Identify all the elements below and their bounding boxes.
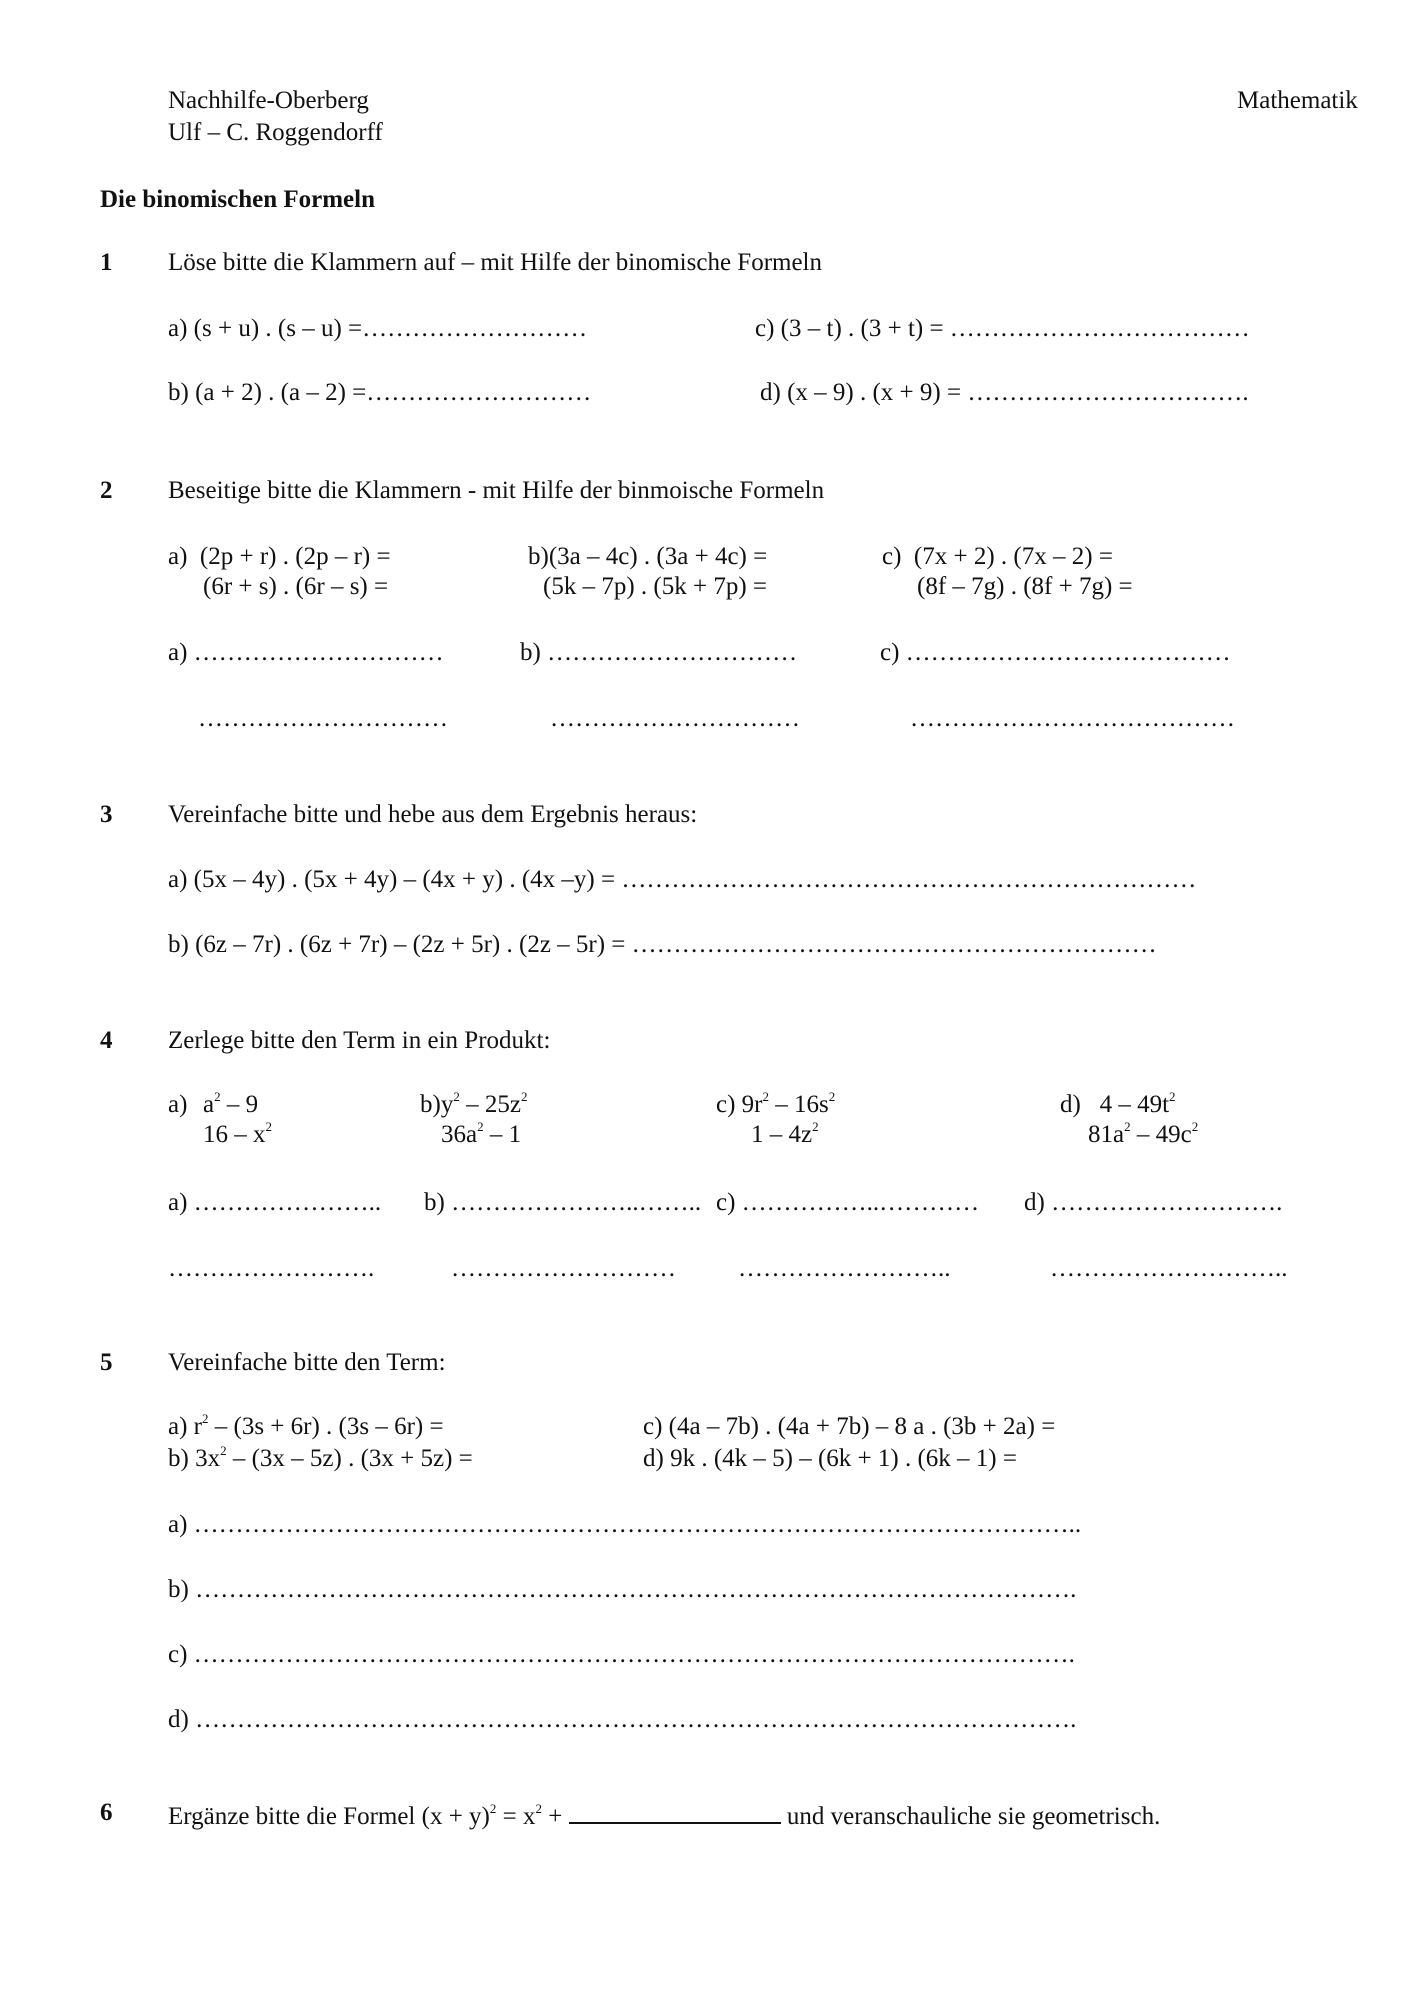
exercise-term: c) (7x + 2) . (7x – 2) = <box>882 543 1113 570</box>
task-instruction: Vereinfache bitte den Term: <box>168 1349 446 1376</box>
exercise-line: a) (s + u) . (s – u) =……………………… <box>168 315 588 342</box>
answer-line: ……………………… <box>451 1255 676 1282</box>
exercise-line: d) (x – 9) . (x + 9) = ……………………………. <box>760 379 1249 406</box>
answer-line: a) …………………………………………………………………………………………….. <box>168 1511 1082 1538</box>
term-c1: c) $9r^2 - 16s^2$ <box>716 1088 836 1118</box>
term-a1: $a^2 - 9$ <box>203 1088 259 1118</box>
header-subject: Mathematik <box>1237 87 1358 114</box>
answer-line: ………………………… <box>550 705 800 732</box>
term-b2: $36a^2 - 1$ <box>441 1118 522 1148</box>
answer-line: b) ………………………… <box>520 639 798 666</box>
task-instruction: Ergänze bitte die Formel $(x + y)^2 = x^2$ + und veranschauliche sie geometrisch. <box>168 1800 1161 1830</box>
task-number: 3 <box>100 801 113 828</box>
answer-line: …………………….. <box>738 1255 951 1282</box>
task-instruction: Zerlege bitte den Term in ein Produkt: <box>168 1027 551 1054</box>
exercise-line: a) (5x – 4y) . (5x + 4y) – (4x + y) . (4x –y) = …………………………………………………………… <box>168 866 1197 893</box>
answer-line: b) ……………………………………………………………………………………………. <box>168 1576 1077 1603</box>
exercise-term: a) (2p + r) . (2p – r) = <box>168 543 391 570</box>
term-a2: $16 - x^2$ <box>203 1118 272 1148</box>
term-c2: $1 - 4z^2$ <box>751 1118 819 1148</box>
exercise-line: b) (a + 2) . (a – 2) =……………………… <box>168 379 592 406</box>
task-instruction: Vereinfache bitte und hebe aus dem Ergebnis heraus: <box>168 801 698 828</box>
answer-line: d) ………………………. <box>1024 1189 1283 1216</box>
answer-line: c) ……………………………………………………………………………………………. <box>168 1641 1075 1668</box>
task-instruction: Beseitige bitte die Klammern - mit Hilfe der binmoische Formeln <box>168 477 825 504</box>
term-b1: $b)y^2 - 25z^2$ <box>420 1088 528 1118</box>
term-d2: $81a^2 - 49c^2$ <box>1088 1118 1199 1148</box>
answer-line: a) ………………………… <box>168 639 444 666</box>
task-number: 5 <box>100 1349 113 1376</box>
exercise-term: b)(3a – 4c) . (3a + 4c) = <box>528 543 768 570</box>
exercise-term: (5k – 7p) . (5k + 7p) = <box>543 573 767 600</box>
answer-line: ……………………….. <box>1050 1255 1288 1282</box>
answer-line: a) ………………….. <box>168 1189 382 1216</box>
answer-line: b) …………………..…….. <box>424 1189 702 1216</box>
answer-line: ………………………………… <box>910 705 1235 732</box>
answer-line: ………………………… <box>198 705 448 732</box>
task-number: 4 <box>100 1027 113 1054</box>
task-number: 1 <box>100 249 113 276</box>
fill-in-blank[interactable] <box>569 1800 781 1824</box>
term-a-label: a) <box>168 1091 188 1118</box>
exercise-line: c) (3 – t) . (3 + t) = ……………………………… <box>755 315 1250 342</box>
exercise-term: b) $3x^2 - (3x - 5z)$ . (3x + 5z) = <box>168 1442 473 1472</box>
exercise-term: c) (4a – 7b) . (4a + 7b) – 8 a . (3b + 2a) = <box>643 1413 1056 1440</box>
exercise-line: b) (6z – 7r) . (6z + 7r) – (2z + 5r) . (2z – 5r) = ……………………………………………………… <box>168 931 1157 958</box>
header-org: Nachhilfe-Oberberg <box>168 87 369 114</box>
task-instruction: Löse bitte die Klammern auf – mit Hilfe der binomische Formeln <box>168 249 823 276</box>
answer-line: d) ……………………………………………………………………………………………. <box>168 1706 1077 1733</box>
answer-line: c) ………………………………… <box>880 639 1231 666</box>
task-number: 6 <box>100 1799 113 1826</box>
exercise-term: (8f – 7g) . (8f + 7g) = <box>917 573 1133 600</box>
task-number: 2 <box>100 477 113 504</box>
exercise-term: a) $r^2 - (3s + 6r)$ . (3s – 6r) = <box>168 1410 444 1440</box>
page-title: Die binomischen Formeln <box>100 186 375 213</box>
term-d1: d) $4 - 49t^2$ <box>1060 1088 1176 1118</box>
answer-line: ……………………. <box>168 1255 375 1282</box>
header-author: Ulf – C. Roggendorff <box>168 119 383 146</box>
exercise-term: d) 9k . (4k – 5) – (6k + 1) . (6k – 1) = <box>643 1445 1017 1472</box>
exercise-term: (6r + s) . (6r – s) = <box>203 573 389 600</box>
answer-line: c) ……………..………… <box>716 1189 980 1216</box>
